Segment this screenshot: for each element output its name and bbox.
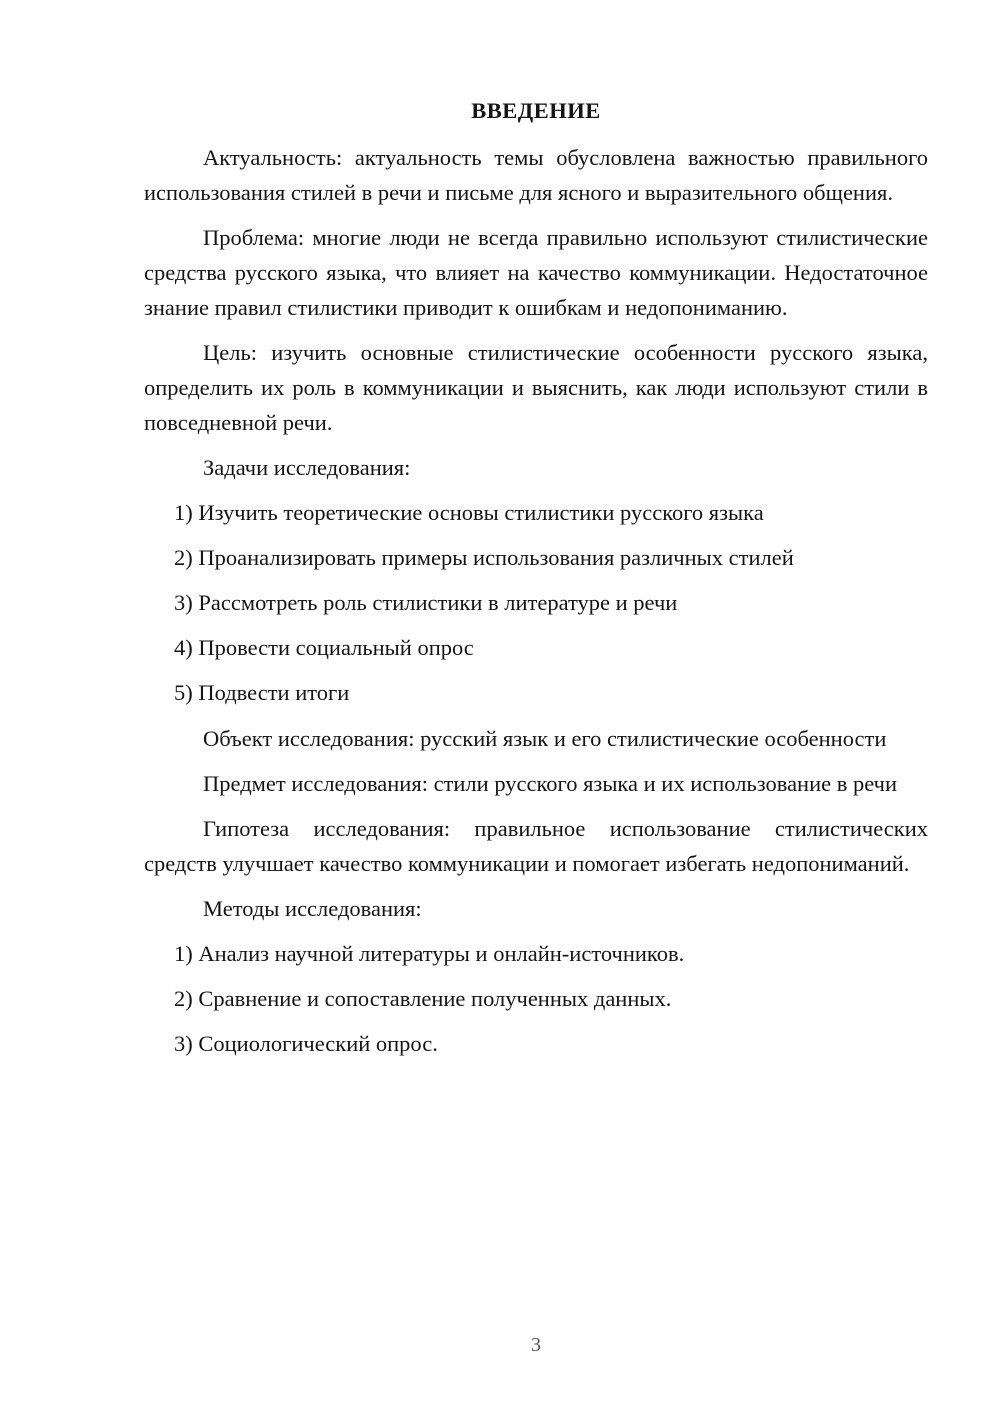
tasks-list: [144, 495, 928, 710]
relevance-paragraph: Актуальность: актуальность темы обусловлена важностью правильного использования стилей в речи и письме для ясного и выразительного общения.: [144, 145, 928, 205]
list-item: 2) Проанализировать примеры использования различных стилей: [174, 545, 794, 570]
subject-paragraph: Предмет исследования: стили русского языка и их использование в речи: [203, 771, 898, 796]
list-item: 2) Сравнение и сопоставление полученных данных.: [174, 986, 672, 1011]
list-item: 1) Изучить теоретические основы стилистики русского языка: [174, 500, 764, 525]
list-item: 4) Провести социальный опрос: [174, 635, 474, 660]
page-number: 3: [531, 1334, 541, 1356]
document-page: [144, 96, 928, 1072]
goal-paragraph: Цель: изучить основные стилистические особенности русского языка, определить их роль в коммуникации и выяснить, как люди используют стили в повседневной речи.: [144, 340, 928, 435]
object-paragraph: Объект исследования: русский язык и его стилистические особенности: [203, 726, 887, 751]
tasks-heading: Задачи исследования:: [203, 455, 411, 480]
problem-paragraph: Проблема: многие люди не всегда правильно используют стилистические средства русского языка, что влияет на качество коммуникации. Недостаточное знание правил стилистики приводит к ошибкам и недопониманию.: [144, 225, 928, 320]
page-title: ВВЕДЕНИЕ: [471, 98, 601, 123]
methods-list: [144, 936, 928, 1061]
list-item: 5) Подвести итоги: [174, 680, 350, 705]
hypothesis-paragraph: Гипотеза исследования: правильное использование стилистических средств улучшает качество коммуникации и помогает избегать недопониманий.: [144, 816, 928, 876]
methods-heading: Методы исследования:: [203, 896, 422, 921]
list-item: 1) Анализ научной литературы и онлайн-источников.: [174, 941, 685, 966]
list-item: 3) Рассмотреть роль стилистики в литературе и речи: [174, 590, 678, 615]
list-item: 3) Социологический опрос.: [174, 1031, 438, 1056]
